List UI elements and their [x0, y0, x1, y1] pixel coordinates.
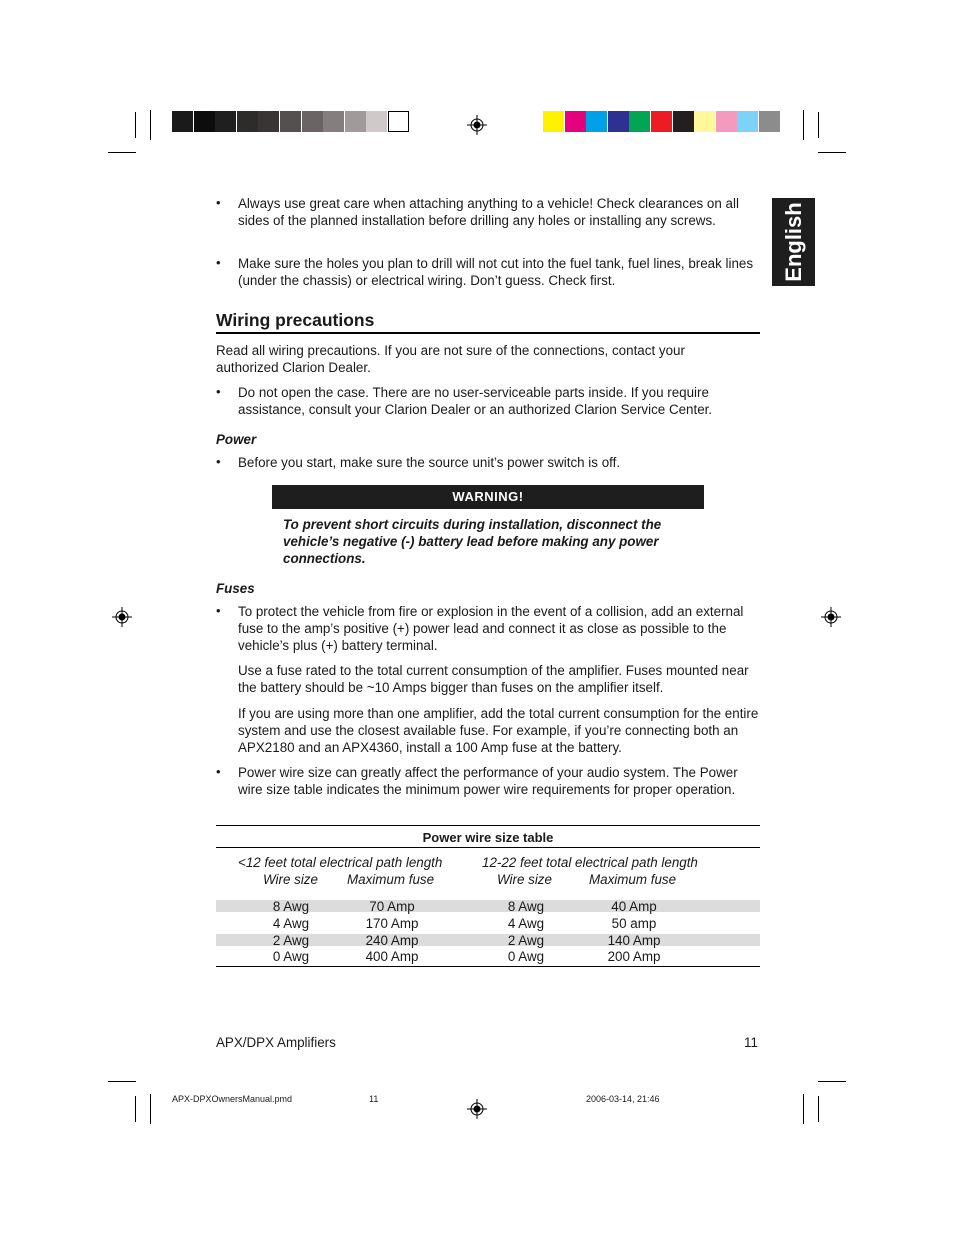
registration-mark-icon	[112, 607, 132, 627]
crop-mark	[108, 1081, 136, 1082]
fuses-heading: Fuses	[216, 581, 255, 596]
fuses-bullet-2: Power wire size can greatly affect the performance of your audio system. The Power wire size table indicates the minimum power wire requirements for proper operation.	[238, 765, 738, 797]
fuses-paragraph-3: If you are using more than one amplifier, add the total current consumption for the entire system and use the closest available fuse. For example, if you’re connecting both an APX2180 and an APX4360, install a 100 Amp fuse at the battery.	[238, 706, 759, 755]
crop-mark	[818, 1081, 846, 1082]
table-group-1-header: <12 feet total electrical path length	[238, 855, 443, 870]
table-col-fuse-1: Maximum fuse	[347, 872, 435, 887]
fuses-paragraph-2: Use a fuse rated to the total current consumption of the amplifier. Fuses mounted near the battery should be ~10 Amps bigger than fuses on the amplifier itself.	[238, 663, 749, 695]
table-cell: 70 Amp	[369, 899, 415, 914]
color-swatch	[172, 111, 193, 132]
table-cell: 400 Amp	[365, 949, 419, 964]
table-cell: 240 Amp	[365, 933, 419, 948]
color-swatch	[258, 111, 279, 132]
table-cell: 50 amp	[611, 916, 657, 931]
footer-title: APX/DPX Amplifiers	[216, 1035, 336, 1050]
table-cell: 2 Awg	[272, 933, 310, 948]
intro-bullet-2: Make sure the holes you plan to drill will not cut into the fuel tank, fuel lines, break lines (under the chassis) or electrical wiring. Don’t guess. Check first.	[238, 256, 754, 288]
table-cell: 4 Awg	[272, 916, 310, 931]
table-cell: 4 Awg	[507, 916, 545, 931]
bullet-icon: •	[216, 603, 221, 618]
color-swatch	[737, 111, 758, 132]
section-intro: Read all wiring precautions. If you are not sure of the connections, contact your authorized Clarion Dealer.	[216, 343, 685, 375]
color-swatch	[302, 111, 323, 132]
color-swatch	[673, 111, 694, 132]
table-cell: 8 Awg	[272, 899, 310, 914]
table-title: Power wire size table	[422, 830, 554, 845]
color-swatch	[194, 111, 215, 132]
color-swatch	[694, 111, 715, 132]
color-swatch	[651, 111, 672, 132]
color-swatch	[565, 111, 586, 132]
color-swatch	[237, 111, 258, 132]
section-title: Wiring precautions	[216, 310, 375, 330]
crop-mark	[818, 112, 819, 138]
page-number: 11	[744, 1035, 758, 1050]
crop-mark	[135, 1096, 136, 1122]
bullet-icon: •	[216, 255, 221, 270]
table-cell: 0 Awg	[507, 949, 545, 964]
crop-mark	[818, 152, 846, 153]
crop-mark	[803, 1094, 804, 1124]
warning-label: WARNING!	[272, 485, 704, 509]
table-col-wire-2: Wire size	[497, 872, 552, 887]
case-bullet: Do not open the case. There are no user-serviceable parts inside. If you require assistance, consult your Clarion Dealer or an authorized Clarion Service Center.	[238, 385, 713, 417]
warning-text: To prevent short circuits during installation, disconnect the vehicle’s negative (-) battery lead before making any power connections.	[283, 517, 662, 566]
crop-mark	[150, 1094, 151, 1124]
slug-filename: APX-DPXOwnersManual.pmd	[172, 1094, 293, 1104]
registration-mark-icon	[821, 607, 841, 627]
bullet-icon: •	[216, 384, 221, 399]
table-cell: 0 Awg	[272, 949, 310, 964]
table-cell: 170 Amp	[365, 916, 419, 931]
table-col-fuse-2: Maximum fuse	[589, 872, 677, 887]
section-rule	[216, 332, 760, 334]
slug-page: 11	[369, 1094, 379, 1104]
intro-bullet-1: Always use great care when attaching anything to a vehicle! Check clearances on all sides of the planned installation before drilling any holes or installing any screws.	[238, 196, 739, 228]
color-swatch	[215, 111, 236, 132]
table-header-rule	[216, 847, 760, 848]
table-group-2-header: 12-22 feet total electrical path length	[482, 855, 698, 870]
color-swatch	[759, 111, 780, 132]
color-swatch	[586, 111, 607, 132]
table-cell: 2 Awg	[507, 933, 545, 948]
table-cell: 40 Amp	[611, 899, 657, 914]
crop-mark	[135, 112, 136, 138]
crop-mark	[108, 152, 136, 153]
table-cell: 8 Awg	[507, 899, 545, 914]
registration-mark-icon	[467, 1099, 487, 1119]
table-top-rule	[216, 825, 760, 826]
registration-mark-icon	[467, 115, 487, 135]
color-swatch	[388, 111, 409, 132]
color-swatch	[323, 111, 344, 132]
color-swatch	[345, 111, 366, 132]
crop-mark	[818, 1096, 819, 1122]
table-col-wire-1: Wire size	[263, 872, 318, 887]
language-tab	[772, 198, 815, 286]
fuses-bullet-1: To protect the vehicle from fire or explosion in the event of a collision, add an external fuse to the amp’s positive (+) power lead and connect it as close as possible to the vehicle’s plus (+) battery terminal.	[238, 604, 744, 653]
color-swatch	[366, 111, 387, 132]
color-swatch	[629, 111, 650, 132]
bullet-icon: •	[216, 764, 221, 779]
table-cell: 140 Amp	[607, 933, 661, 948]
crop-mark	[803, 110, 804, 140]
color-swatch	[716, 111, 737, 132]
color-swatch	[543, 111, 564, 132]
power-heading: Power	[216, 432, 257, 447]
slug-date: 2006-03-14, 21:46	[586, 1094, 660, 1104]
bullet-icon: •	[216, 454, 221, 469]
table-bottom-rule	[216, 966, 760, 967]
table-cell: 200 Amp	[607, 949, 661, 964]
language-tab-label: English	[780, 202, 806, 282]
crop-mark	[150, 110, 151, 140]
power-bullet: Before you start, make sure the source unit’s power switch is off.	[238, 455, 621, 470]
color-swatch	[608, 111, 629, 132]
color-swatch	[280, 111, 301, 132]
bullet-icon: •	[216, 195, 221, 210]
